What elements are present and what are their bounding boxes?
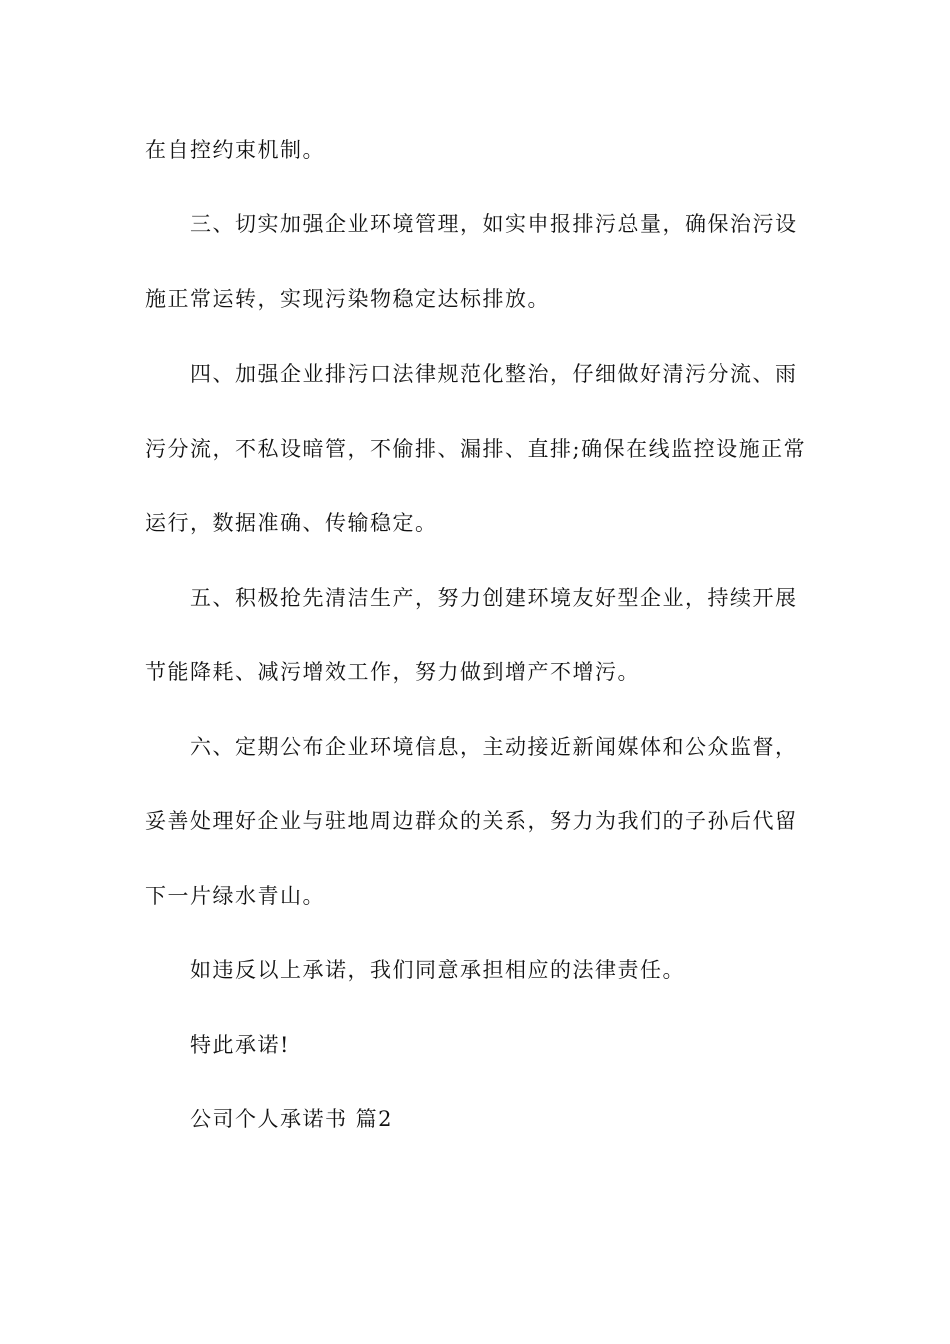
paragraph-line: 五、积极抢先清洁生产，努力创建环境友好型企业，持续开展 bbox=[190, 586, 798, 610]
paragraph-line: 三、切实加强企业环境管理，如实申报排污总量，确保治污设 bbox=[190, 212, 798, 236]
paragraph-line: 节能降耗、减污增效工作，努力做到增产不增污。 bbox=[145, 660, 640, 684]
paragraph-line: 施正常运转，实现污染物稳定达标排放。 bbox=[145, 287, 550, 311]
paragraph-line: 特此承诺! bbox=[190, 1033, 290, 1057]
section-heading: 公司个人承诺书 篇2 bbox=[190, 1107, 394, 1131]
paragraph-line: 污分流，不私设暗管，不偷排、漏排、直排;确保在线监控设施正常 bbox=[145, 437, 807, 461]
paragraph-line: 妥善处理好企业与驻地周边群众的关系，努力为我们的子孙后代留 bbox=[145, 809, 798, 833]
paragraph-line: 运行，数据准确、传输稳定。 bbox=[145, 511, 438, 535]
paragraph-line: 六、定期公布企业环境信息，主动接近新闻媒体和公众监督， bbox=[190, 735, 798, 759]
paragraph-line: 在自控约束机制。 bbox=[145, 138, 325, 162]
paragraph-line: 下一片绿水青山。 bbox=[145, 884, 325, 908]
paragraph-line: 如违反以上承诺，我们同意承担相应的法律责任。 bbox=[190, 958, 685, 982]
paragraph-line: 四、加强企业排污口法律规范化整治，仔细做好清污分流、雨 bbox=[190, 362, 798, 386]
